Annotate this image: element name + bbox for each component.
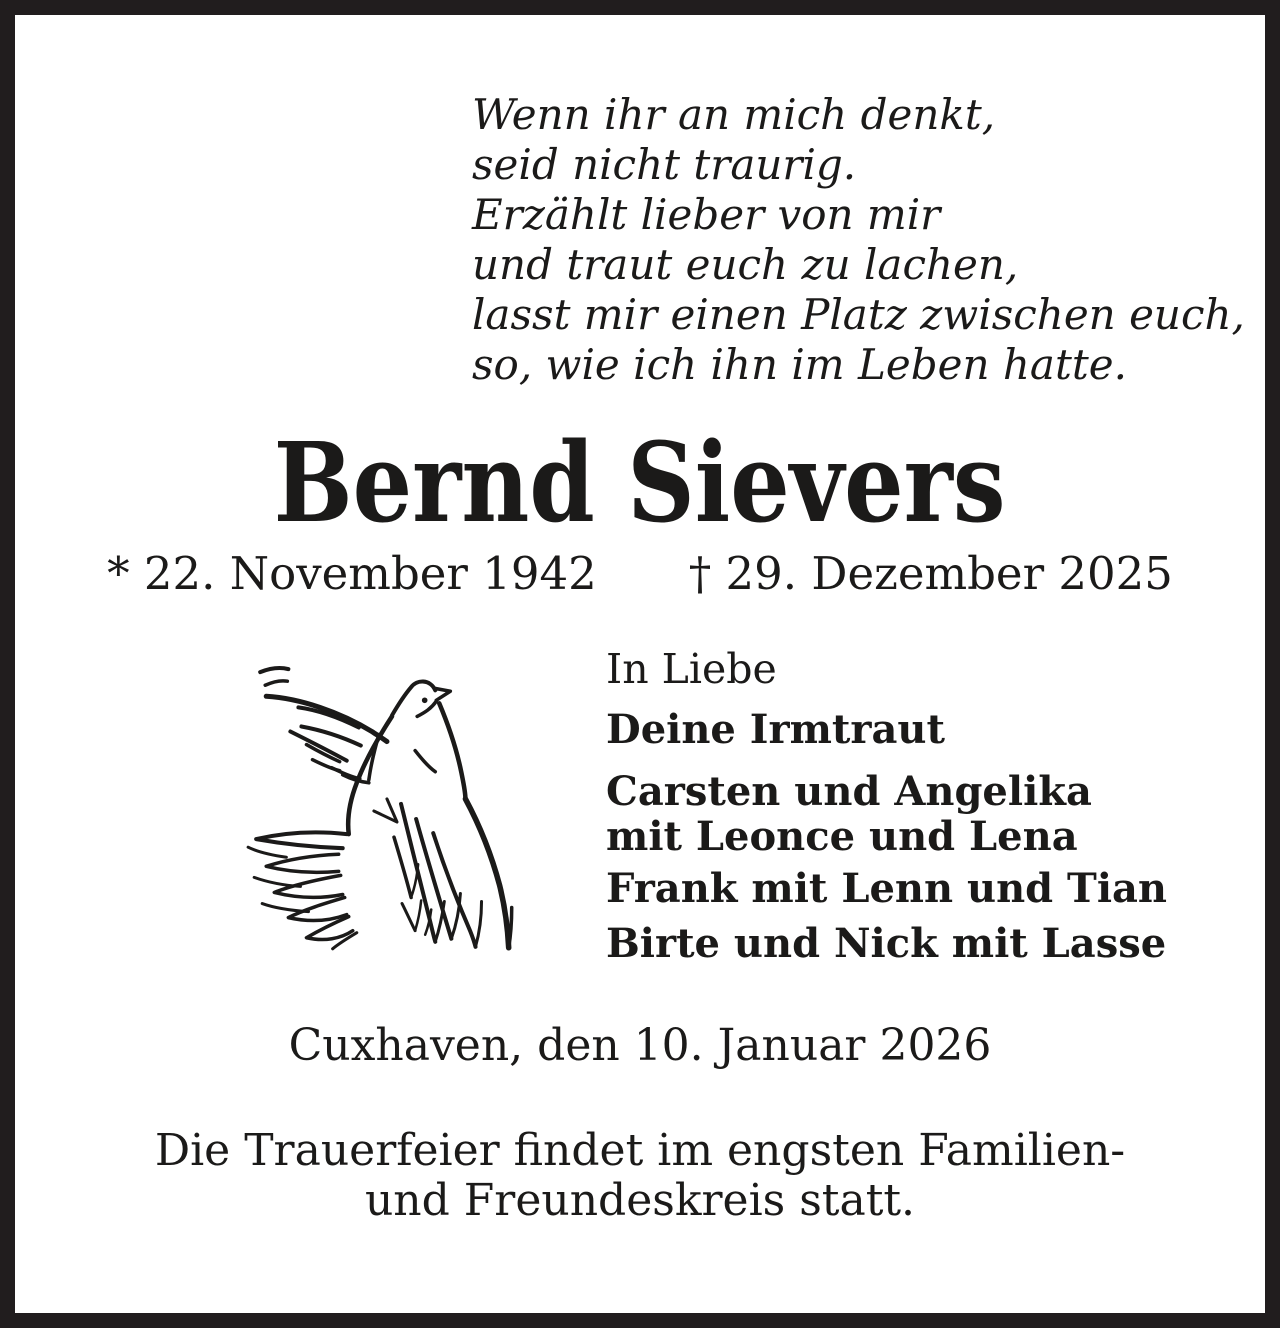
funeral-notice: [0, 1126, 1280, 1226]
dove-wing: [260, 668, 387, 783]
mourner-group: [606, 921, 1167, 966]
salutation: In Liebe: [606, 645, 777, 693]
deceased-name-text: Bernd Sievers: [274, 418, 1006, 547]
poem-line: Wenn ihr an mich denkt,: [472, 90, 996, 139]
funeral-notice-line: und Freundeskreis statt.: [364, 1175, 916, 1226]
mourner-line: Carsten und Angelika: [606, 768, 1092, 815]
mourner-line: Birte und Nick mit Lasse: [606, 920, 1167, 967]
city-and-date: Cuxhaven, den 10. Januar 2026: [288, 1020, 992, 1071]
mourner-line: Frank mit Lenn und Tian: [606, 865, 1168, 912]
poem-line: lasst mir einen Platz zwischen euch,: [472, 290, 1245, 339]
dove-tail: [248, 833, 357, 949]
mourner-group: [606, 769, 1167, 859]
mourner-group: [606, 707, 1167, 752]
death-date: † 29. Dezember 2025: [688, 547, 1173, 600]
deceased-name: [0, 418, 1280, 547]
poem-line: seid nicht traurig.: [472, 140, 857, 189]
mourners-block: [606, 645, 1167, 966]
memorial-poem: [472, 90, 1245, 390]
mourner-line: mit Leonce und Lena: [606, 813, 1078, 860]
dove-flight-feathers: [394, 799, 512, 948]
poem-line: so, wie ich ihn im Leben hatte.: [472, 340, 1127, 389]
life-dates: [0, 548, 1280, 600]
birth-date: * 22. November 1942: [107, 547, 597, 600]
poem-line: und traut euch zu lachen,: [472, 240, 1019, 289]
poem-line: Erzählt lieber von mir: [472, 190, 941, 239]
mourner-group: [606, 866, 1167, 911]
dove-icon: [228, 650, 560, 982]
dove-head-body: [348, 682, 465, 835]
mourner-line: Deine Irmtraut: [606, 706, 945, 753]
funeral-notice-line: Die Trauerfeier findet im engsten Familien-: [154, 1125, 1126, 1176]
